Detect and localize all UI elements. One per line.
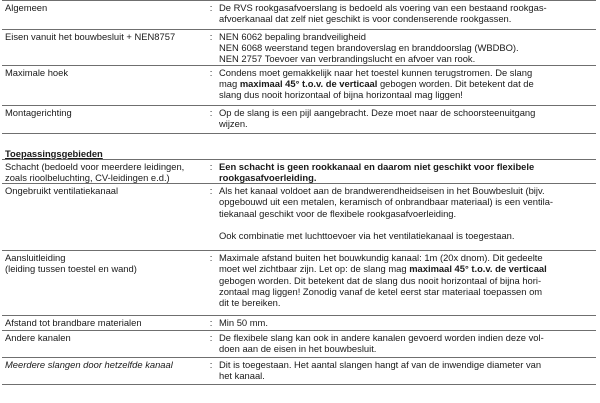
value-line: zontaal mag liggen! Zonodig vanaf de ketel eerst star materiaal toepassen om — [219, 285, 543, 297]
row-label — [2, 159, 205, 183]
value-line: De flexibele slang kan ook in andere kanalen gevoerd worden indien deze vol- — [219, 332, 544, 344]
value-line: doen aan de eisen in het bouwbesluit. — [219, 343, 377, 355]
value-line: NEN 2757 Toevoer van verbrandingslucht en afvoer van rook. — [219, 53, 476, 65]
row-schacht — [2, 159, 596, 183]
value-line — [219, 78, 593, 89]
row-label: Afstand tot brandbare materialen — [2, 316, 205, 331]
value-line: Maximale afstand buiten het bouwkundig kanaal: 1m (20x dnom). Dit gedeelte — [219, 252, 543, 264]
row-label: Maximale hoek — [2, 66, 205, 106]
row-value — [217, 1, 596, 30]
row-value — [217, 184, 596, 251]
row-label: Meerdere slangen door hetzelfde kanaal — [2, 358, 205, 385]
value-line: NEN 6062 bepaling brandveiligheid — [219, 31, 366, 42]
value-line: Op de slang is een pijl aangebracht. Deze moet naar de schoorsteenuitgang — [219, 107, 536, 118]
value-line: De RVS rookgasafvoerslang is bedoeld als voering van een bestaand rookgas- — [219, 2, 547, 13]
row-label: Algemeen — [2, 1, 205, 30]
label-line: zoals rioolbeluchting, CV-leidingen e.d.) — [5, 171, 170, 183]
value-line: slang dus nooit horizontaal of bijna horizontaal mag liggen! — [219, 89, 463, 101]
row-separator: : — [205, 159, 217, 183]
row-value — [217, 331, 596, 358]
row-afstand — [2, 316, 596, 331]
value-line: rookgasafvoerleiding. — [219, 171, 317, 183]
row-ventilatiekanaal — [2, 184, 596, 251]
value-line: Ook combinatie met luchttoevoer via het ventilatiekanaal is toegestaan. — [219, 229, 515, 241]
row-label: Andere kanalen — [2, 331, 205, 358]
value-text: moet wel zichtbaar zijn. Let op: de slang mag — [219, 263, 410, 275]
value-line: het kanaal. — [219, 370, 265, 382]
spacer-cell — [2, 134, 596, 146]
value-emphasis: maximaal 45° t.o.v. de verticaal — [239, 78, 378, 90]
value-line: Als het kanaal voldoet aan de brandwerendheidseisen in het Bouwbesluit (bijv. — [219, 185, 545, 197]
row-separator: : — [205, 316, 217, 331]
row-separator: : — [205, 331, 217, 358]
row-value — [217, 159, 596, 183]
label-line: (leiding tussen toestel en wand) — [5, 263, 137, 275]
label-line: Schacht (bedoeld voor meerdere leidingen, — [5, 160, 185, 172]
row-aansluitleiding — [2, 251, 596, 316]
value-line: opgebouwd uit een metalen, keramisch of onbrandbaar materiaal) is een ventila- — [219, 196, 554, 208]
value-line: NEN 6068 weerstand tegen brandoverslag en branddoorslag (WBDBO). — [219, 42, 519, 54]
row-andere-kanalen — [2, 331, 596, 358]
value-line: Dit is toegestaan. Het aantal slangen hangt af van de inwendige diameter van — [219, 359, 542, 371]
specification-table — [2, 0, 596, 385]
section-title: Toepassingsgebieden — [2, 146, 596, 160]
value-line: wijzen. — [219, 118, 248, 130]
blank-line — [219, 219, 593, 230]
row-spacer — [2, 134, 596, 146]
row-separator: : — [205, 106, 217, 134]
row-value — [217, 358, 596, 385]
value-line — [219, 263, 593, 274]
row-value — [217, 106, 596, 134]
value-line: Een schacht is geen rookkanaal en daarom niet geschikt voor flexibele — [219, 160, 535, 172]
row-label: Eisen vanuit het bouwbesluit + NEN8757 — [2, 30, 205, 66]
value-emphasis: maximaal 45° t.o.v. de verticaal — [409, 263, 547, 275]
row-meerdere-slangen — [2, 358, 596, 385]
row-algemeen — [2, 1, 596, 30]
value-text: gebogen worden. Dit betekent dat de — [377, 78, 534, 90]
section-heading-row — [2, 146, 596, 160]
value-line: gebogen worden. Dit betekent dat de slang dus nooit horizontaal of bijna hori- — [219, 274, 542, 286]
row-value — [217, 316, 596, 331]
value-line: Condens moet gemakkelijk naar het toestel kunnen terugstromen. De slang — [219, 67, 533, 78]
row-montagerichting — [2, 106, 596, 134]
row-value — [217, 251, 596, 316]
value-line: dit te bereiken. — [219, 296, 281, 308]
row-label — [2, 251, 205, 316]
row-separator: : — [205, 358, 217, 385]
row-value — [217, 30, 596, 66]
row-label: Ongebruikt ventilatiekanaal — [2, 184, 205, 251]
value-text: mag — [219, 78, 240, 90]
value-line: afvoerkanaal dat zelf niet geschikt is voor condenserende rookgassen. — [219, 13, 512, 25]
label-line: Aansluitleiding — [5, 252, 66, 264]
row-label: Montagerichting — [2, 106, 205, 134]
row-value — [217, 66, 596, 106]
value-line: tiekanaal geschikt voor de flexibele rookgasafvoerleiding. — [219, 207, 457, 219]
row-separator: : — [205, 30, 217, 66]
row-separator: : — [205, 251, 217, 316]
value-line: Min 50 mm. — [219, 317, 268, 329]
row-separator: : — [205, 184, 217, 251]
row-separator: : — [205, 1, 217, 30]
row-separator: : — [205, 66, 217, 106]
row-maximale-hoek — [2, 66, 596, 106]
row-eisen — [2, 30, 596, 66]
